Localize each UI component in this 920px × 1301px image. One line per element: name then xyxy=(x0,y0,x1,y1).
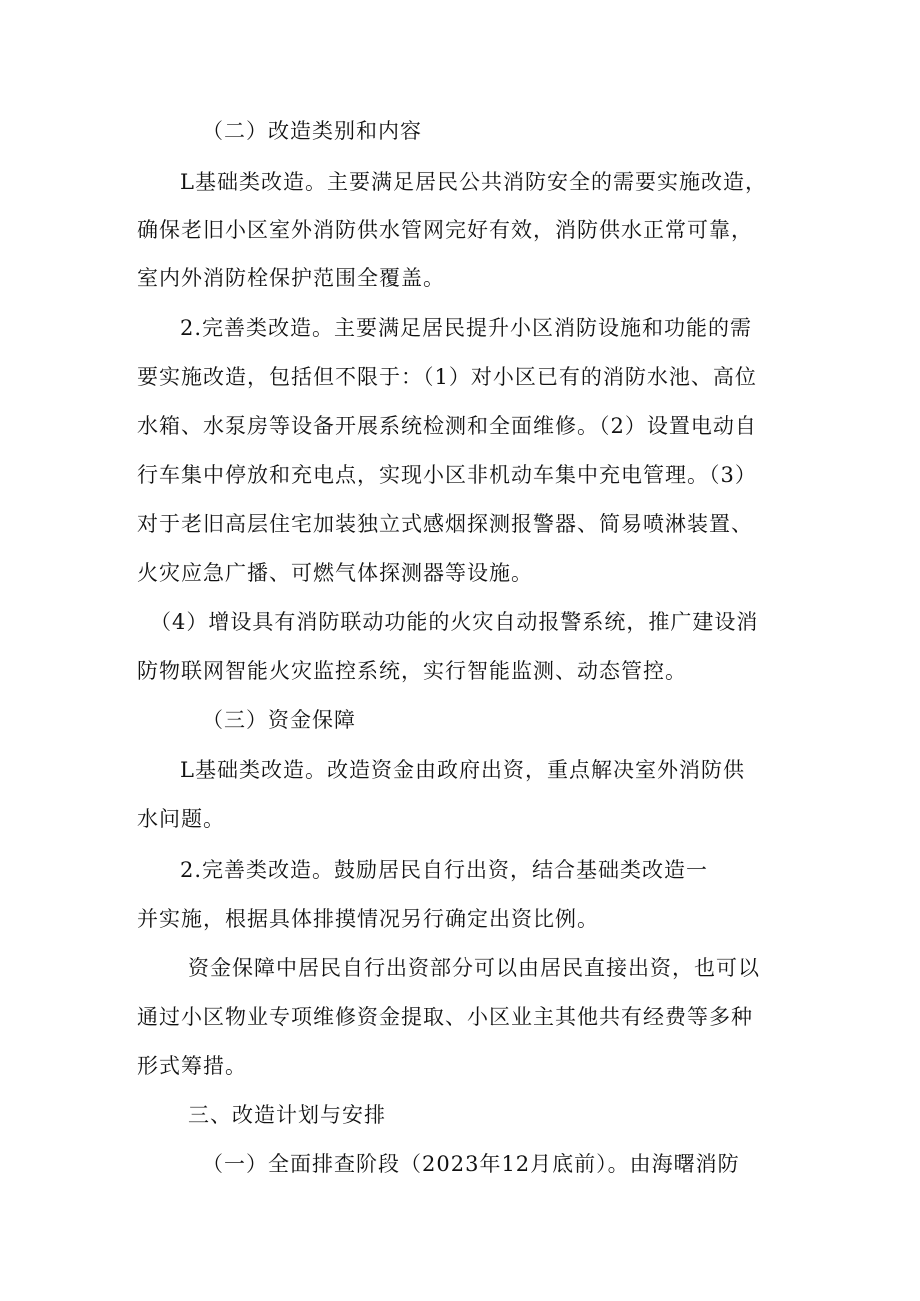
section-heading-categories: （二）改造类别和内容 xyxy=(202,119,422,143)
paragraph-line: （4）增设具有消防联动功能的火灾自动报警系统，推广建设消 xyxy=(150,610,759,634)
paragraph-line: 资金保障中居民自行出资部分可以由居民直接出资，也可以 xyxy=(188,956,760,980)
paragraph-line: 通过小区物业专项维修资金提取、小区业主其他共有经费等多种 xyxy=(137,1005,753,1029)
chapter-heading-plan: 三、改造计划与安排 xyxy=(188,1103,386,1127)
section-heading-funding: （三）资金保障 xyxy=(202,708,356,732)
paragraph-line: 2.完善类改造。主要满足居民提升小区消防设施和功能的需 xyxy=(180,316,753,340)
paragraph-line: L基础类改造。主要满足居民公共消防安全的需要实施改造， xyxy=(180,170,767,194)
paragraph-line: 行车集中停放和充电点，实现小区非机动车集中充电管理。（3） xyxy=(137,463,757,487)
paragraph-line: 水问题。 xyxy=(137,807,225,831)
paragraph-line: L基础类改造。改造资金由政府出资，重点解决室外消防供 xyxy=(180,758,745,782)
paragraph-line: 2.完善类改造。鼓励居民自行出资，结合基础类改造一 xyxy=(180,858,709,882)
paragraph-line: 形式筹措。 xyxy=(137,1054,247,1078)
paragraph-line: 并实施，根据具体排摸情况另行确定出资比例。 xyxy=(137,907,599,931)
paragraph-line: 要实施改造，包括但不限于：（1）对小区已有的消防水池、高位 xyxy=(137,365,757,389)
paragraph-line: （一）全面排查阶段（2023年12月底前）。由海曙消防 xyxy=(202,1152,740,1176)
paragraph-line: 火灾应急广播、可燃气体探测器等设施。 xyxy=(137,561,533,585)
paragraph-line: 室内外消防栓保护范围全覆盖。 xyxy=(137,266,445,290)
paragraph-line: 水箱、水泵房等设备开展系统检测和全面维修。（2）设置电动自 xyxy=(137,414,757,438)
paragraph-line: 对于老旧高层住宅加装独立式感烟探测报警器、简易喷淋装置、 xyxy=(137,512,753,536)
paragraph-line: 防物联网智能火灾监控系统，实行智能监测、动态管控。 xyxy=(137,659,687,683)
paragraph-line: 确保老旧小区室外消防供水管网完好有效，消防供水正常可靠， xyxy=(137,218,753,242)
